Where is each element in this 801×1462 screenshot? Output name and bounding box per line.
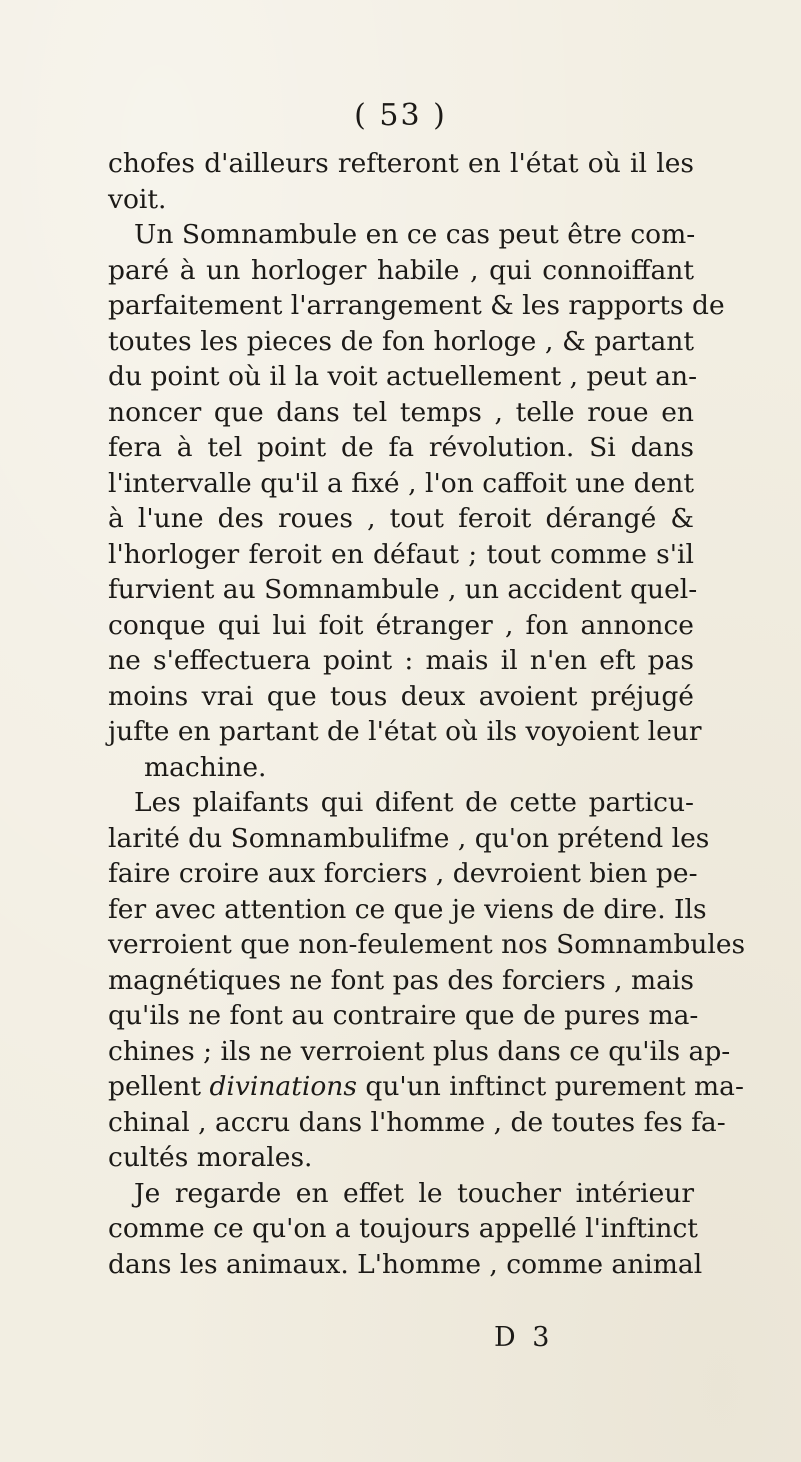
- text-line: jufte en partant de l'état où ils voyoient leur: [108, 716, 702, 747]
- text-line: l'horloger feroit en défaut ; tout comme s'il: [108, 538, 694, 570]
- text-line: parfaitement l'arrangement & les rapports de: [108, 290, 725, 321]
- text-fragment: pellent: [108, 1071, 201, 1102]
- text-line: toutes les pieces de fon horloge , & partant: [108, 325, 694, 357]
- text-line: magnétiques ne font pas des forciers , mais: [108, 964, 695, 996]
- text-line: chinal , accru dans l'homme , de toutes fes fa-: [108, 1106, 726, 1138]
- text-line: machine.: [144, 751, 267, 783]
- text-line: moins vrai que tous deux avoient préjugé: [108, 680, 694, 712]
- text-line: noncer que dans tel temps , telle roue en: [108, 396, 694, 428]
- text-line: chofes d'ailleurs refteront en l'état où il les: [108, 148, 694, 179]
- text-line: dans les animaux. L'homme , comme animal: [108, 1248, 703, 1280]
- paragraph-start-line: Les plaifants qui difent de cette particu-: [134, 787, 694, 818]
- text-line: furvient au Somnambule , un accident quel-: [108, 574, 698, 605]
- text-line: du point où il la voit actuellement , peut an-: [108, 361, 698, 392]
- text-line: faire croire aux forciers , devroient bien pe-: [108, 858, 698, 889]
- text-line: cultés morales.: [108, 1142, 313, 1173]
- text-line: paré à un horloger habile , qui connoiffant: [108, 254, 694, 286]
- text-line: ne s'effectuera point : mais il n'en eft pas: [108, 645, 694, 676]
- text-line: conque qui lui foit étranger , fon annonce: [108, 609, 694, 641]
- text-fragment: qu'un inftinct purement ma-: [365, 1071, 744, 1102]
- text-line: qu'ils ne font au contraire que de pures ma-: [108, 1000, 699, 1031]
- text-line: à l'une des roues , tout feroit dérangé &: [108, 503, 694, 534]
- paragraph-start-line: Un Somnambule en ce cas peut être com-: [134, 219, 696, 250]
- text-line: larité du Somnambulifme , qu'on prétend les: [108, 822, 710, 854]
- page-number: ( 53 ): [354, 98, 447, 133]
- paragraph-start-line: Je regarde en effet le toucher intérieur: [134, 1177, 694, 1209]
- text-line-with-italic: [108, 1069, 744, 1105]
- body-text: [108, 146, 746, 1282]
- text-line: verroient que non-feulement nos Somnambules: [108, 929, 746, 960]
- text-line: fera à tel point de fa révolution. Si dans: [108, 432, 694, 463]
- text-line: l'intervalle qu'il a fixé , l'on caffoit une dent: [108, 467, 694, 499]
- text-line: fer avec attention ce que je viens de dire. Ils: [108, 893, 707, 925]
- italic-word: divinations: [209, 1071, 357, 1102]
- text-line: chines ; ils ne verroient plus dans ce qu'ils ap-: [108, 1035, 731, 1067]
- text-line: comme ce qu'on a toujours appellé l'inftinct: [108, 1213, 698, 1244]
- signature-mark: D 3: [494, 1322, 554, 1353]
- text-line: voit.: [108, 183, 167, 215]
